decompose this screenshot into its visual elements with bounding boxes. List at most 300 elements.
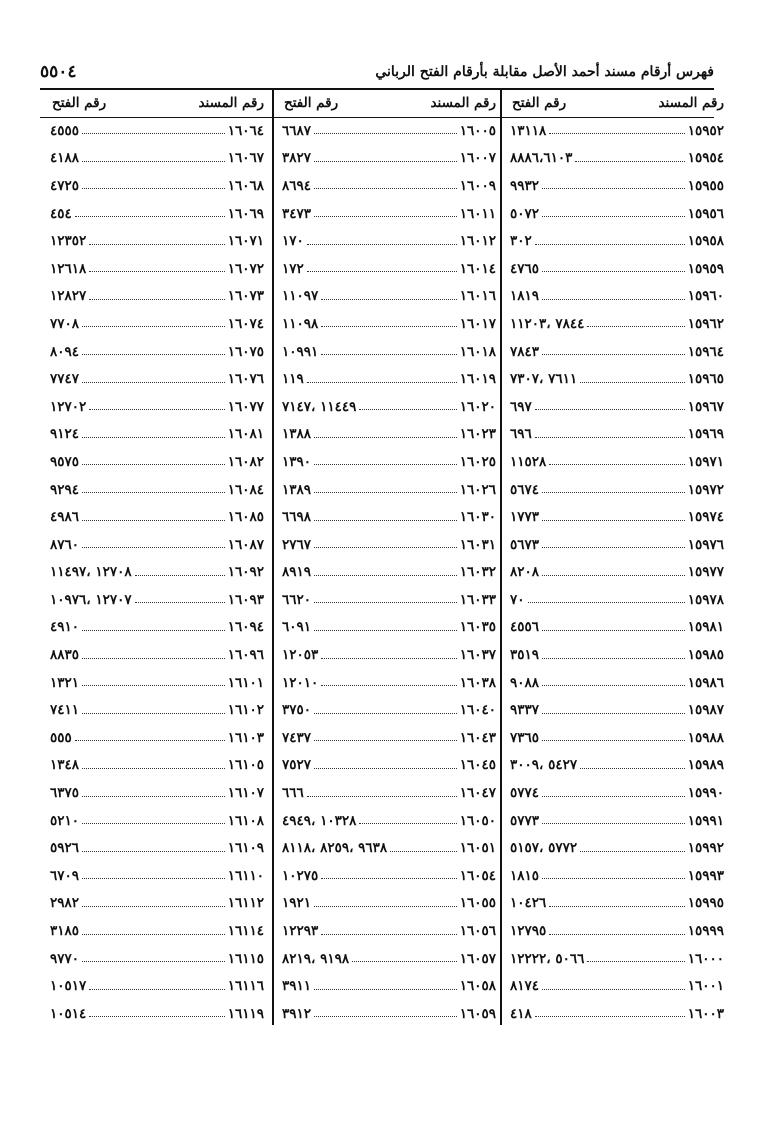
table-row	[504, 696, 730, 724]
dot-leader	[82, 768, 225, 769]
dot-leader	[89, 271, 224, 272]
musnad-number: ١٥٩٨٨	[687, 729, 724, 746]
dot-leader	[575, 161, 684, 162]
dot-leader	[535, 244, 685, 245]
musnad-number: ١٦١٠٥	[227, 757, 264, 774]
index-column-2	[276, 90, 502, 1028]
musnad-number: ١٥٩٧٧	[687, 564, 724, 581]
fath-number: ١٢٠٥٣	[282, 647, 319, 664]
fath-number: ٣٨٢٧	[282, 150, 312, 167]
dot-leader	[82, 492, 225, 493]
musnad-number: ١٦٠٥٥	[459, 895, 496, 912]
fath-number: ١١٥٢٨	[510, 453, 547, 470]
musnad-number: ١٥٩٩٠	[687, 785, 724, 802]
fath-number: ٥٤٢٧ ،٣٠٠٩	[510, 757, 578, 774]
fath-number: ٦٩٦	[510, 426, 532, 443]
dot-leader	[82, 188, 225, 189]
table-row	[504, 559, 730, 587]
column-divider-left	[272, 90, 274, 1025]
dot-leader	[314, 161, 457, 162]
dot-leader	[314, 464, 457, 465]
fath-number: ١٧٠	[282, 233, 304, 250]
table-row	[504, 393, 730, 421]
header-musnad-label: رقم المسند	[198, 95, 264, 111]
table-row	[44, 421, 270, 449]
table-row	[276, 752, 502, 780]
musnad-number: ١٦٠٧١	[227, 233, 264, 250]
dot-leader	[314, 768, 457, 769]
musnad-number: ١٦٠٩٢	[227, 564, 264, 581]
table-row	[276, 834, 502, 862]
musnad-number: ١٦٠٠٧	[459, 150, 496, 167]
fath-number: ٩٢٩٤	[50, 481, 80, 498]
rows-container	[44, 117, 270, 1028]
fath-number: ٤٥٤	[50, 205, 72, 222]
table-row	[276, 862, 502, 890]
dot-leader	[89, 244, 224, 245]
dot-leader	[307, 271, 457, 272]
header-fath-label: رقم الفتح	[284, 95, 339, 111]
dot-leader	[359, 409, 456, 410]
dot-leader	[89, 1016, 224, 1017]
musnad-number: ١٦٠٣٣	[459, 591, 496, 608]
dot-leader	[542, 271, 685, 272]
table-row	[44, 393, 270, 421]
fath-number: ١٠٤٢٦	[510, 895, 547, 912]
musnad-number: ١٦٠٣٥	[459, 619, 496, 636]
musnad-number: ١٦٠٨٢	[227, 453, 264, 470]
musnad-number: ١٦٠٢٦	[459, 481, 496, 498]
dot-leader	[542, 575, 685, 576]
dot-leader	[82, 823, 225, 824]
table-row	[44, 807, 270, 835]
musnad-number: ١٥٩٨٩	[687, 757, 724, 774]
table-row	[504, 917, 730, 945]
fath-number: ٩٦٣٨ ،٨٢٥٩ ،٨١١٨	[282, 840, 388, 857]
musnad-number: ١٥٩٦٩	[687, 426, 724, 443]
fath-number: ١٢٢٩٣	[282, 923, 319, 940]
fath-number: ٣٩١١	[282, 978, 312, 995]
fath-number: ٥٧٧٣	[510, 812, 540, 829]
table-row	[44, 559, 270, 587]
musnad-number: ١٦٠٥٤	[459, 867, 496, 884]
musnad-number: ١٦٠٥٨	[459, 978, 496, 995]
table-row	[276, 200, 502, 228]
table-row	[504, 338, 730, 366]
table-row	[44, 117, 270, 145]
musnad-number: ١٦٠٢٠	[459, 398, 496, 415]
table-row	[276, 917, 502, 945]
table-row	[276, 448, 502, 476]
musnad-number: ١٦٠٣٢	[459, 564, 496, 581]
table-row	[44, 448, 270, 476]
page-title: فهرس أرقام مسند أحمد الأصل مقابلة بأرقام الفتح الرباني	[375, 64, 714, 80]
dot-leader	[321, 299, 456, 300]
fath-number: ٥٦٧٣	[510, 536, 540, 553]
musnad-number: ١٦٠٤٣	[459, 729, 496, 746]
musnad-number: ١٦٠٩٣	[227, 591, 264, 608]
dot-leader	[587, 961, 684, 962]
table-row	[276, 890, 502, 918]
dot-leader	[542, 520, 685, 521]
table-row	[276, 614, 502, 642]
fath-number: ٣٤٧٣	[282, 205, 312, 222]
table-row	[276, 172, 502, 200]
fath-number: ٦٦٦	[282, 785, 304, 802]
table-row	[276, 476, 502, 504]
dot-leader	[535, 1016, 685, 1017]
musnad-number: ١٦٠٥٩	[459, 1005, 496, 1022]
fath-number: ١٨١٩	[510, 288, 540, 305]
fath-number: ٨٨٣٥	[50, 647, 80, 664]
dot-leader	[549, 934, 684, 935]
musnad-number: ١٦١٠٣	[227, 729, 264, 746]
fath-number: ١٣٤٨	[50, 757, 80, 774]
column-header	[276, 90, 502, 117]
musnad-number: ١٦٠٨٧	[227, 536, 264, 553]
dot-leader	[82, 326, 225, 327]
fath-number: ٧٨٤٣	[510, 343, 540, 360]
musnad-number: ١٥٩٦٢	[687, 315, 724, 332]
dot-leader	[542, 878, 685, 879]
dot-leader	[542, 685, 685, 686]
table-row	[44, 255, 270, 283]
table-row	[504, 641, 730, 669]
dot-leader	[314, 133, 457, 134]
table-row	[276, 310, 502, 338]
rows-container	[276, 117, 502, 1028]
musnad-number: ١٥٩٩٢	[687, 840, 724, 857]
fath-number: ٧٧٠٨	[50, 315, 80, 332]
dot-leader	[307, 244, 457, 245]
table-row	[504, 945, 730, 973]
table-row	[44, 669, 270, 697]
dot-leader	[321, 326, 456, 327]
fath-number: ١١٠٩٨	[282, 315, 319, 332]
fath-number: ٩١٩٨ ،٨٢١٩	[282, 950, 350, 967]
musnad-number: ١٦٠٥٧	[459, 950, 496, 967]
table-row	[276, 779, 502, 807]
fath-number: ٥٥٥	[50, 729, 72, 746]
musnad-number: ١٦١١٦	[227, 978, 264, 995]
dot-leader	[549, 464, 684, 465]
table-row	[276, 227, 502, 255]
dot-leader	[587, 326, 684, 327]
table-row	[504, 779, 730, 807]
table-row	[276, 696, 502, 724]
table-row	[504, 862, 730, 890]
table-row	[504, 421, 730, 449]
fath-number: ٧٤١١	[50, 702, 80, 719]
table-row	[44, 503, 270, 531]
musnad-number: ١٦٠٢٥	[459, 453, 496, 470]
table-row	[504, 172, 730, 200]
table-row	[276, 365, 502, 393]
dot-leader	[535, 437, 685, 438]
musnad-number: ١٦٠٤٥	[459, 757, 496, 774]
musnad-number: ١٥٩٩٥	[687, 895, 724, 912]
dot-leader	[82, 520, 225, 521]
table-row	[44, 227, 270, 255]
musnad-number: ١٥٩٨٥	[687, 647, 724, 664]
index-column-3	[44, 90, 270, 1028]
musnad-number: ١٦٠١٩	[459, 371, 496, 388]
musnad-number: ١٦٠٧٥	[227, 343, 264, 360]
dot-leader	[359, 823, 456, 824]
table-row	[44, 834, 270, 862]
musnad-number: ١٦٠٦٤	[227, 122, 264, 139]
dot-leader	[314, 575, 457, 576]
musnad-number: ١٦٠٧٧	[227, 398, 264, 415]
musnad-number: ١٥٩٦٥	[687, 371, 724, 388]
musnad-number: ١٦٠١٧	[459, 315, 496, 332]
dot-leader	[75, 740, 225, 741]
musnad-number: ١٦٠٨١	[227, 426, 264, 443]
table-row	[276, 421, 502, 449]
musnad-number: ١٦١١٤	[227, 923, 264, 940]
fath-number: ١٣٨٩	[282, 481, 312, 498]
fath-number: ١٢٦١٨	[50, 260, 87, 277]
dot-leader	[82, 437, 225, 438]
table-row	[504, 227, 730, 255]
fath-number: ٩٠٨٨	[510, 674, 540, 691]
fath-number: ١٣٩٠	[282, 453, 312, 470]
table-row	[504, 476, 730, 504]
musnad-number: ١٦٠٦٨	[227, 177, 264, 194]
table-row	[44, 972, 270, 1000]
fath-number: ١٠٩٩١	[282, 343, 319, 360]
fath-number: ٨١٧٤	[510, 978, 540, 995]
dot-leader	[314, 188, 457, 189]
musnad-number: ١٦٠٨٥	[227, 509, 264, 526]
table-row	[44, 283, 270, 311]
dot-leader	[75, 216, 225, 217]
musnad-number: ١٦١٠٧	[227, 785, 264, 802]
table-row	[44, 338, 270, 366]
dot-leader	[82, 934, 225, 935]
dot-leader	[542, 823, 685, 824]
musnad-number: ١٦٠٤٧	[459, 785, 496, 802]
dot-leader	[321, 354, 456, 355]
dot-leader	[542, 658, 685, 659]
dot-leader	[82, 851, 225, 852]
fath-number: ٥٢١٠	[50, 812, 80, 829]
dot-leader	[314, 602, 457, 603]
musnad-number: ١٦٠٥٠	[459, 812, 496, 829]
musnad-number: ١٥٩٥٦	[687, 205, 724, 222]
table-row	[276, 117, 502, 145]
table-row	[44, 1000, 270, 1028]
fath-number: ٧٦١١ ،٧٣٠٧	[510, 371, 578, 388]
table-row	[504, 586, 730, 614]
dot-leader	[580, 851, 685, 852]
table-row	[276, 145, 502, 173]
fath-number: ٤١٨٨	[50, 150, 80, 167]
header-musnad-label: رقم المسند	[430, 95, 496, 111]
fath-number: ٧٨٤٤ ،١١٢٠٣	[510, 315, 585, 332]
fath-number: ٤٧٦٥	[510, 260, 540, 277]
dot-leader	[135, 575, 225, 576]
fath-number: ٩٩٣٢	[510, 177, 540, 194]
fath-number: ٩٧٧٠	[50, 950, 80, 967]
dot-leader	[321, 878, 456, 879]
fath-number: ١٠٢٧٥	[282, 867, 319, 884]
musnad-number: ١٦٠١٤	[459, 260, 496, 277]
table-row	[44, 752, 270, 780]
fath-number: ٨٠٩٤	[50, 343, 80, 360]
musnad-number: ١٥٩٩٣	[687, 867, 724, 884]
dot-leader	[542, 188, 685, 189]
musnad-number: ١٦١٠١	[227, 674, 264, 691]
fath-number: ٥٩٢٦	[50, 840, 80, 857]
musnad-number: ١٦٠٩٤	[227, 619, 264, 636]
dot-leader	[314, 906, 457, 907]
table-row	[44, 917, 270, 945]
fath-number: ٦٦٢٠	[282, 591, 312, 608]
dot-leader	[314, 520, 457, 521]
dot-leader	[549, 906, 684, 907]
fath-number: ٤٩١٠	[50, 619, 80, 636]
musnad-number: ١٦٠٩٦	[227, 647, 264, 664]
musnad-number: ١٦٠٣٧	[459, 647, 496, 664]
table-row	[44, 365, 270, 393]
fath-number: ٧٥٢٧	[282, 757, 312, 774]
musnad-number: ١٦١١٥	[227, 950, 264, 967]
dot-leader	[314, 740, 457, 741]
musnad-number: ١٥٩٥٥	[687, 177, 724, 194]
dot-leader	[542, 547, 685, 548]
dot-leader	[352, 961, 457, 962]
musnad-number: ١٥٩٥٩	[687, 260, 724, 277]
musnad-number: ١٥٩٧٨	[687, 591, 724, 608]
dot-leader	[549, 133, 684, 134]
musnad-number: ١٥٩٦٤	[687, 343, 724, 360]
table-row	[504, 834, 730, 862]
musnad-number: ١٥٩٧١	[687, 453, 724, 470]
fath-number: ١٣٢١	[50, 674, 80, 691]
fath-number: ٤١٨	[510, 1005, 532, 1022]
dot-leader	[542, 630, 685, 631]
dot-leader	[321, 658, 456, 659]
fath-number: ٤٥٥٥	[50, 122, 80, 139]
fath-number: ٨٢٠٨	[510, 564, 540, 581]
table-row	[44, 531, 270, 559]
dot-leader	[82, 464, 225, 465]
dot-leader	[314, 492, 457, 493]
header-musnad-label: رقم المسند	[658, 95, 724, 111]
musnad-number: ١٦٠١٨	[459, 343, 496, 360]
table-row	[44, 145, 270, 173]
fath-number: ٣١٨٥	[50, 923, 80, 940]
musnad-number: ١٦٠٠٩	[459, 177, 496, 194]
fath-number: ١٢٧٠٢	[50, 398, 87, 415]
column-header	[44, 90, 270, 117]
fath-number: ١٧٢	[282, 260, 304, 277]
dot-leader	[542, 492, 685, 493]
dot-leader	[580, 768, 685, 769]
fath-number: ٩١٢٤	[50, 426, 80, 443]
table-row	[276, 503, 502, 531]
dot-leader	[314, 630, 457, 631]
musnad-number: ١٦٠٧٤	[227, 315, 264, 332]
table-row	[276, 972, 502, 1000]
fath-number: ٥٧٧٢ ،٥١٥٧	[510, 840, 578, 857]
table-row	[504, 890, 730, 918]
musnad-number: ١٦٠٣١	[459, 536, 496, 553]
dot-leader	[82, 658, 225, 659]
musnad-number: ١٦٠٧٣	[227, 288, 264, 305]
musnad-number: ١٥٩٥٨	[687, 233, 724, 250]
table-row	[44, 641, 270, 669]
table-row	[276, 724, 502, 752]
fath-number: ٧٣٦٥	[510, 729, 540, 746]
rows-container	[504, 117, 730, 1028]
page-header	[40, 62, 714, 88]
musnad-number: ١٦٠٣٨	[459, 674, 496, 691]
fath-number: ٨٩١٩	[282, 564, 312, 581]
dot-leader	[542, 354, 685, 355]
musnad-number: ١٥٩٨٧	[687, 702, 724, 719]
musnad-number: ١٦٠٧٦	[227, 371, 264, 388]
table-row	[504, 365, 730, 393]
dot-leader	[89, 409, 224, 410]
musnad-number: ١٥٩٧٦	[687, 536, 724, 553]
table-row	[44, 779, 270, 807]
musnad-number: ١٦٠٦٩	[227, 205, 264, 222]
dot-leader	[314, 1016, 457, 1017]
dot-leader	[89, 299, 224, 300]
dot-leader	[314, 216, 457, 217]
dot-leader	[82, 161, 225, 162]
fath-number: ٨٧٦٠	[50, 536, 80, 553]
table-row	[276, 283, 502, 311]
fath-number: ٥٠٧٢	[510, 205, 540, 222]
dot-leader	[82, 133, 225, 134]
fath-number: ١٣٨٨	[282, 426, 312, 443]
dot-leader	[528, 602, 685, 603]
dot-leader	[307, 382, 457, 383]
musnad-number: ١٦٠١٢	[459, 233, 496, 250]
table-row	[44, 614, 270, 642]
fath-number: ١٢٣٥٢	[50, 233, 87, 250]
dot-leader	[82, 354, 225, 355]
table-row	[44, 890, 270, 918]
table-row	[504, 1000, 730, 1028]
musnad-number: ١٦٠٠١	[687, 978, 724, 995]
fath-number: ١١٠٩٧	[282, 288, 319, 305]
fath-number: ١٠٣٢٨ ،٤٩٤٩	[282, 812, 357, 829]
musnad-number: ١٥٩٥٤	[687, 150, 724, 167]
fath-number: ٤٧٢٥	[50, 177, 80, 194]
musnad-number: ١٥٩٨٦	[687, 674, 724, 691]
table-row	[276, 945, 502, 973]
musnad-number: ١٦٠٨٤	[227, 481, 264, 498]
musnad-number: ١٥٩٦٧	[687, 398, 724, 415]
table-row	[44, 200, 270, 228]
musnad-number: ١٦٠٢٣	[459, 426, 496, 443]
dot-leader	[82, 713, 225, 714]
musnad-number: ١٦١٠٢	[227, 702, 264, 719]
fath-number: ٧٧٤٧	[50, 371, 80, 388]
fath-number: ٣٧٥٠	[282, 702, 312, 719]
dot-leader	[580, 382, 685, 383]
table-row	[276, 807, 502, 835]
dot-leader	[314, 547, 457, 548]
header-fath-label: رقم الفتح	[512, 95, 567, 111]
table-row	[504, 669, 730, 697]
table-row	[504, 255, 730, 283]
musnad-number: ١٦١١٠	[227, 867, 264, 884]
